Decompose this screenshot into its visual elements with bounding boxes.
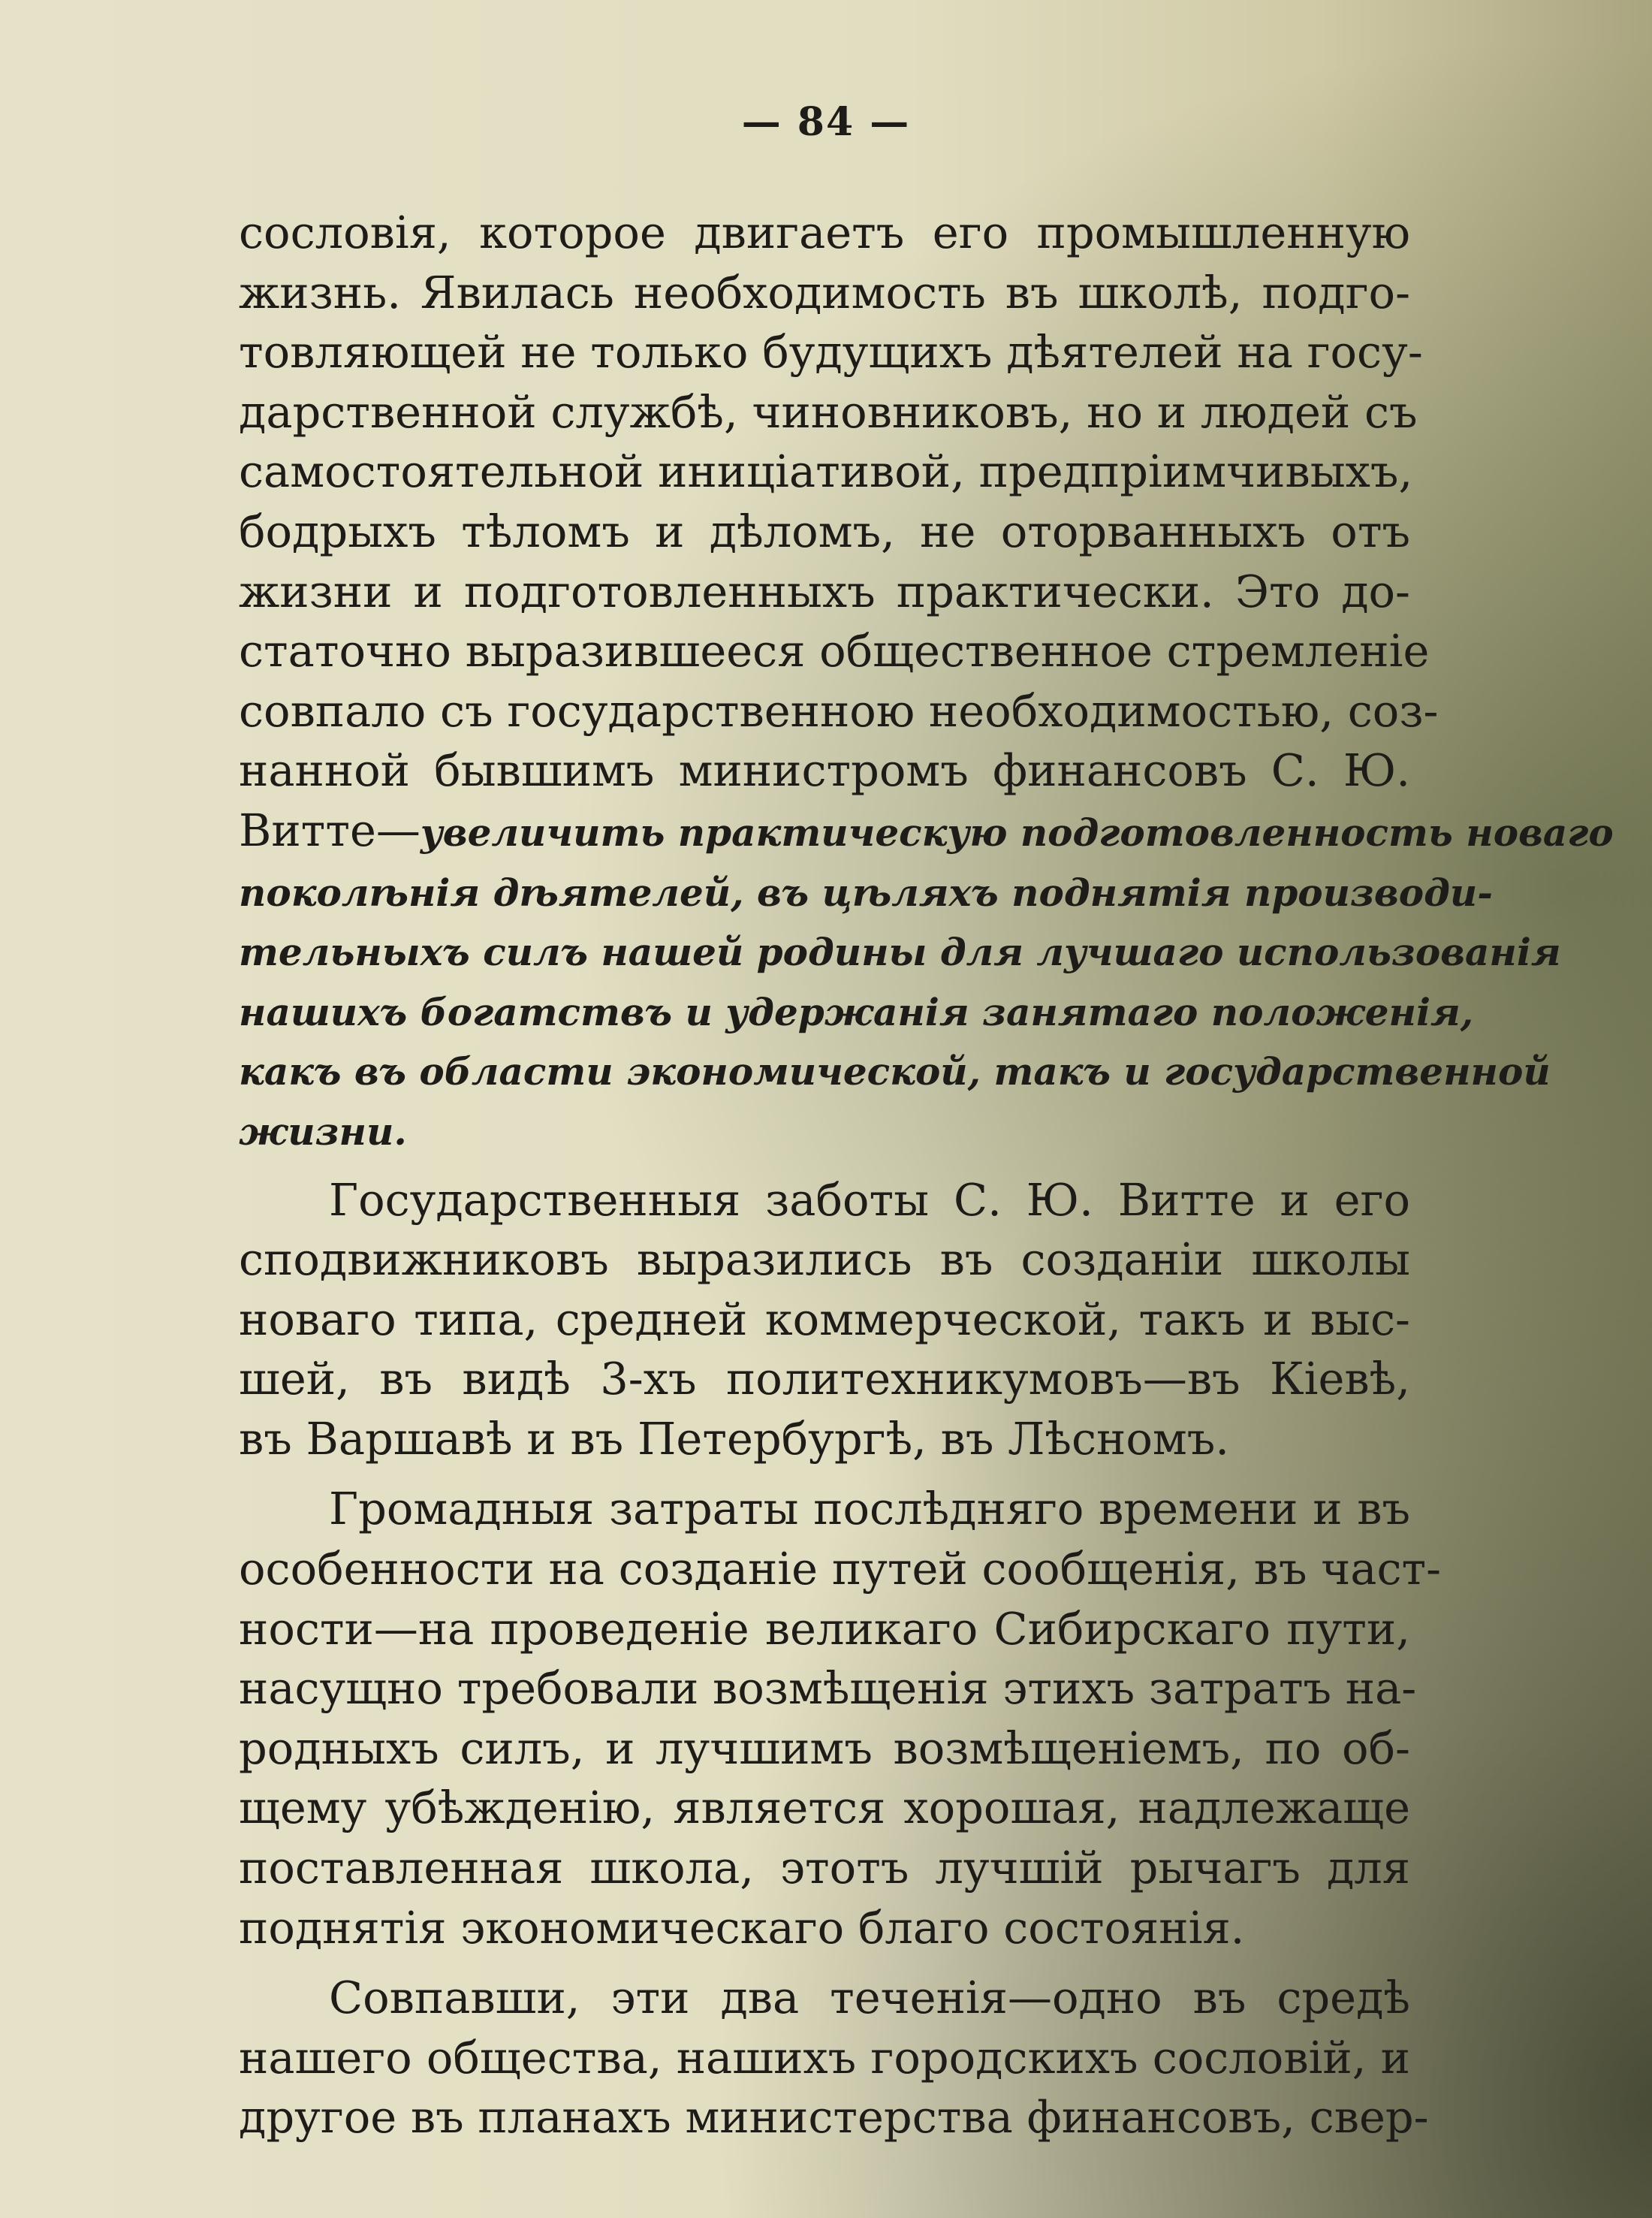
paragraph xyxy=(239,203,1614,1160)
line-text: Совпавши, эти два теченія—одно въ средѣ xyxy=(329,1972,1410,2024)
line-text: сподвижниковъ выразились въ созданіи школы xyxy=(239,1233,1410,1286)
paragraph-gap xyxy=(239,1468,1410,1479)
paragraph xyxy=(239,1170,1410,1469)
text-line xyxy=(239,442,1413,502)
line-text: сословія, которое двигаетъ его промышленную xyxy=(239,207,1410,258)
text-line xyxy=(239,502,1410,562)
text-line xyxy=(239,562,1410,622)
text-line xyxy=(239,1170,1410,1230)
line-text: Витте— xyxy=(239,804,421,856)
paragraph-gap xyxy=(239,1957,1410,1968)
emphasis-text: жизни. xyxy=(239,1109,407,1154)
line-text: нанной бывшимъ министромъ финансовъ С. Ю. xyxy=(239,744,1410,797)
text-line xyxy=(239,1409,1410,1469)
text-line xyxy=(239,741,1410,801)
line-text: родныхъ силъ, и лучшимъ возмѣщеніемъ, по об- xyxy=(239,1722,1410,1774)
text-line xyxy=(239,203,1410,263)
text-line xyxy=(239,621,1430,681)
text-line xyxy=(239,1968,1410,2028)
line-text: бодрыхъ тѣломъ и дѣломъ, не оторванныхъ отъ xyxy=(239,505,1410,557)
text-line xyxy=(239,681,1439,741)
text-line xyxy=(239,1778,1410,1838)
line-text: шей, въ видѣ 3-хъ политехникумовъ—въ Кіевѣ, xyxy=(239,1353,1410,1405)
emphasis-text: какъ въ области экономической, такъ и государственной xyxy=(239,1049,1551,1094)
text-line xyxy=(239,1898,1410,1958)
paragraph xyxy=(239,1968,1429,2147)
text-line xyxy=(239,1230,1410,1290)
text-line xyxy=(239,1719,1410,1779)
line-text: насущно требовали возмѣщенія этихъ затратъ на- xyxy=(239,1662,1417,1715)
page-body-text xyxy=(239,203,1614,2147)
emphasis-text: поколѣнія дѣятелей, въ цѣляхъ поднятія производи- xyxy=(239,870,1493,915)
line-text: жизнь. Явилась необходимость въ школѣ, подго- xyxy=(239,266,1410,318)
line-text: самостоятельной иниціативой, предпріимчивыхъ, xyxy=(239,445,1413,498)
line-text: статочно выразившееся общественное стремленіе xyxy=(239,625,1430,677)
line-text: щему убѣжденію, является хорошая, надлежаще xyxy=(239,1782,1410,1834)
line-text: новаго типа, средней коммерческой, такъ и выс- xyxy=(239,1293,1410,1345)
line-text: Государственныя заботы С. Ю. Витте и его xyxy=(329,1173,1410,1226)
text-line xyxy=(239,1539,1442,1599)
line-text: товляющей не только будущихъ дѣятелей на госу- xyxy=(239,326,1423,379)
line-text: нашего общества, нашихъ городскихъ сословій, и xyxy=(239,2031,1410,2084)
line-text: совпало съ государственною необходимостью, соз- xyxy=(239,684,1439,737)
paragraph-gap xyxy=(239,1160,1410,1170)
text-line xyxy=(239,322,1423,382)
line-text: поднятія экономическаго благо состоянія. xyxy=(239,1901,1245,1954)
text-line xyxy=(239,1040,1551,1100)
emphasis-text: тельныхъ силъ нашей родины для лучшаго использованія xyxy=(239,930,1561,975)
text-line xyxy=(239,382,1418,442)
line-text: ности—на проведеніе великаго Сибирскаго пути, xyxy=(239,1602,1410,1655)
text-line xyxy=(239,1349,1410,1409)
paragraph xyxy=(239,1479,1442,1957)
text-line xyxy=(239,801,1614,861)
line-text: особенности на созданіе путей сообщенія, въ част- xyxy=(239,1543,1442,1595)
text-line xyxy=(239,861,1493,921)
text-line xyxy=(239,1290,1410,1350)
emphasis-text: увеличить практическую подготовленность новаго xyxy=(420,810,1614,855)
emphasis-text: нашихъ богатствъ и удержанія занятаго положенія, xyxy=(239,989,1474,1034)
text-line xyxy=(239,1100,1410,1160)
text-line xyxy=(239,980,1474,1040)
line-text: другое въ планахъ министерства финансовъ, свер- xyxy=(239,2091,1429,2144)
line-text: жизни и подготовленныхъ практически. Это до- xyxy=(239,565,1410,617)
text-line xyxy=(239,1479,1410,1539)
text-line xyxy=(239,2087,1429,2147)
line-text: поставленная школа, этотъ лучшій рычагъ для xyxy=(239,1842,1410,1894)
text-line xyxy=(239,1599,1410,1659)
line-text: въ Варшавѣ и въ Петербургѣ, въ Лѣсномъ. xyxy=(239,1412,1230,1465)
text-line xyxy=(239,2028,1410,2088)
text-line xyxy=(239,1658,1417,1719)
text-line xyxy=(239,1838,1410,1898)
line-text: дарственной службѣ, чиновниковъ, но и людей съ xyxy=(239,385,1418,438)
text-line xyxy=(239,920,1561,980)
page-number: — 84 — xyxy=(741,99,911,145)
text-line xyxy=(239,263,1410,323)
line-text: Громадныя затраты послѣдняго времени и въ xyxy=(329,1483,1410,1535)
